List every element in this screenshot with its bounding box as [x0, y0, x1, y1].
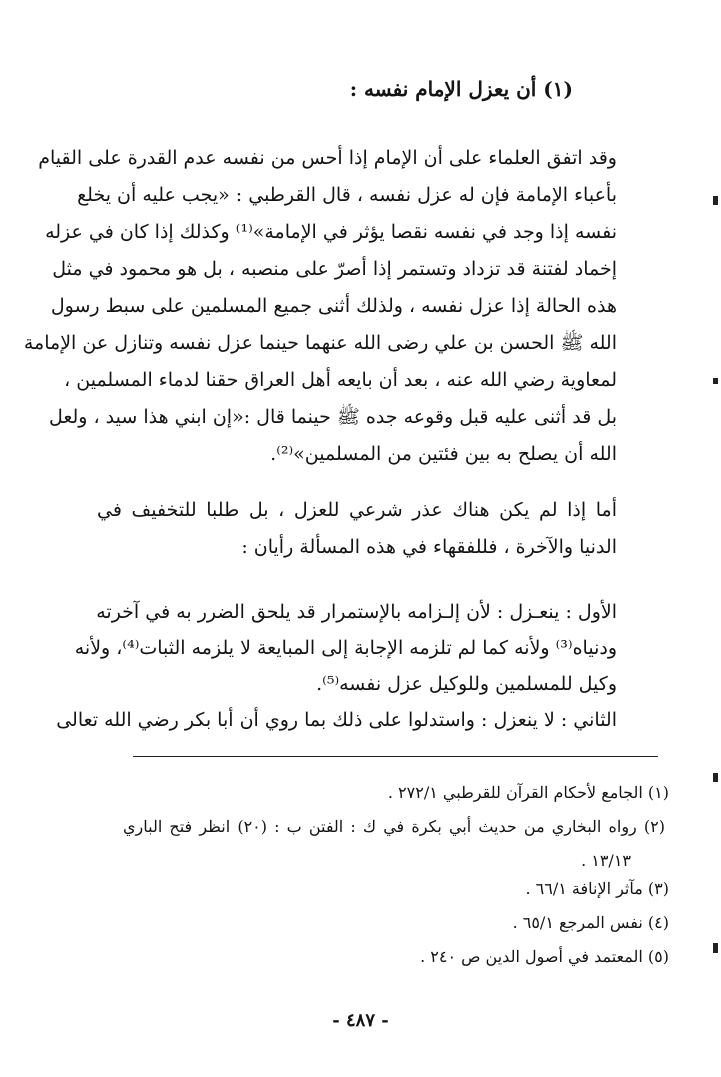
edge-mark: [713, 196, 718, 205]
body-line-2-1: أما إذا لم يكن هناك عذر شرعي للعزل ، بل طلبا للتخفيف في: [97, 499, 617, 521]
footnote-4: (٤) نفس المرجع ٦٥/١ .: [512, 913, 669, 932]
body-line-1-5: هذه الحالة إذا عزل نفسه ، ولذلك أثنى جميع المسلمين على سبط رسول: [50, 295, 617, 317]
body-line-2-2: الدنيا والآخرة ، فللفقهاء في هذه المسألة رأيان :: [241, 536, 617, 558]
footnote-1: (١) الجامع لأحكام القرآن للقرطبي ٢٧٢/١ .: [387, 783, 669, 802]
body-line-1-9: الله أن يصلح به بين فئتين من المسلمين»⁽²⁾.: [270, 443, 617, 465]
footnote-3: (٣) مآثر الإنافة ٦٦/١ .: [525, 879, 669, 898]
body-line-3-3: وكيل للمسلمين وللوكيل عزل نفسه⁽⁵⁾.: [316, 673, 617, 695]
body-line-1-3: نفسه إذا وجد في نفسه نقصا يؤثر في الإمامة»⁽¹⁾ وكذلك إذا كان في عزله: [45, 221, 617, 243]
body-line-1-7: لمعاوية رضي الله عنه ، بعد أن بايعه أهل العراق حقنا لدماء المسلمين ،: [64, 369, 617, 391]
footnote-5: (٥) المعتمد في أصول الدين ص ٢٤٠ .: [420, 947, 669, 966]
body-line-1-8: بل قد أثنى عليه قبل وقوعه جده ﷺ حينما قال :«إن ابني هذا سيد ، ولعل: [48, 406, 617, 428]
body-line-1-2: بأعباء الإمامة فإن له عزل نفسه ، قال القرطبي : «يجب عليه أن يخلع: [77, 184, 617, 206]
body-line-3-1: الأول : ينعـزل : لأن إلـزامه بالإستمرار قد يلحق الضرر به في آخرته: [96, 601, 617, 623]
footnote-2-continued: ١٣/١٣ .: [581, 851, 631, 870]
body-line-1-1: وقد اتفق العلماء على أن الإمام إذا أحس من نفسه عدم القدرة على القيام: [38, 147, 617, 169]
body-line-3-4: الثاني : لا ينعزل : واستدلوا على ذلك بما روي أن أبا بكر رضي الله تعالى: [56, 709, 617, 731]
footnote-separator: [133, 756, 658, 757]
page-number: - ٤٨٧ -: [332, 1010, 389, 1031]
section-heading: (١) أن يعزل الإمام نفسه :: [349, 77, 573, 101]
body-line-3-2: ودنياه⁽³⁾ ولأنه كما لم تلزمه الإجابة إلى المبايعة لا يلزمه الثبات⁽⁴⁾، ولأنه: [74, 637, 617, 659]
edge-mark: [713, 773, 718, 782]
edge-mark: [713, 378, 718, 384]
body-line-1-4: إخماد لفتنة قد تزداد وتستمر إذا أصرّ على منصبه ، بل هو محمود في مثل: [52, 258, 617, 280]
edge-mark: [713, 943, 718, 953]
body-line-1-6: الله ﷺ الحسن بن علي رضى الله عنهما حينما عزل نفسه وتنازل عن الإمامة: [23, 332, 617, 354]
footnote-2: (٢) رواه البخاري من حديث أبي بكرة في ك : الفتن ب : (٢٠) انظر فتح الباري: [123, 817, 665, 836]
